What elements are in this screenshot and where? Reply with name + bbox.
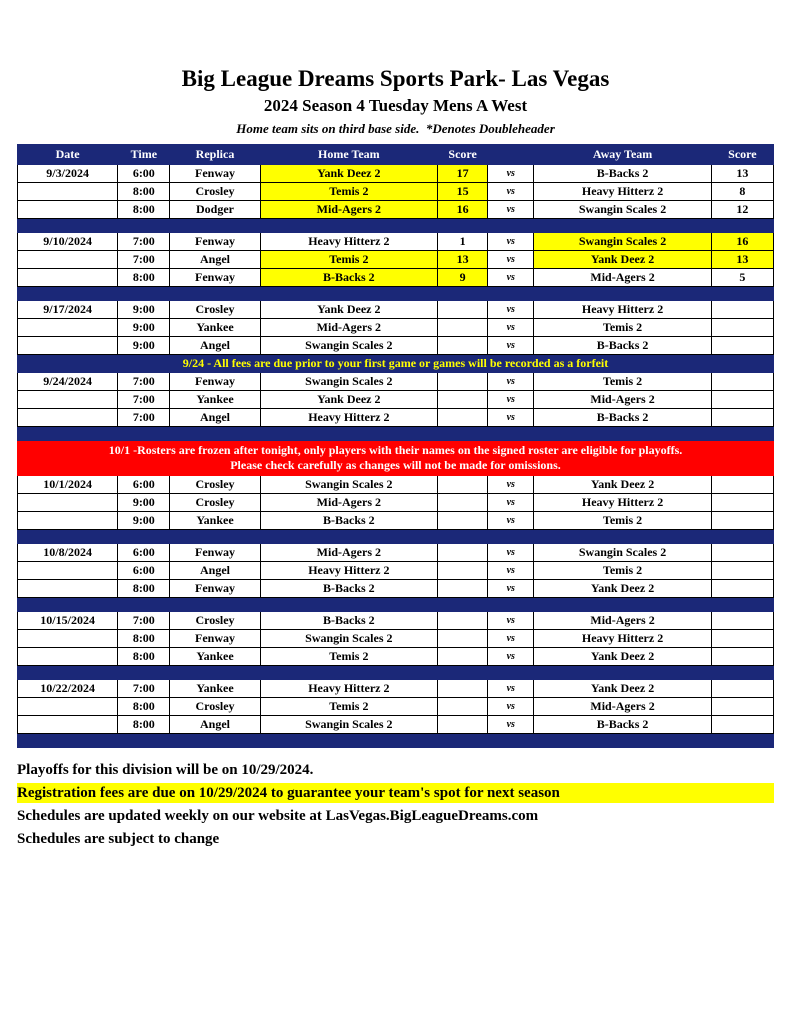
home-score-cell [438, 630, 488, 648]
date-cell [18, 580, 118, 598]
home-team-cell: Swangin Scales 2 [260, 337, 437, 355]
date-cell: 10/22/2024 [18, 680, 118, 698]
game-row [18, 183, 774, 201]
home-score-cell [438, 319, 488, 337]
date-cell [18, 251, 118, 269]
schedule-table [17, 144, 774, 748]
date-cell [18, 269, 118, 287]
home-team-cell: Mid-Agers 2 [260, 319, 437, 337]
home-score-cell: 9 [438, 269, 488, 287]
game-row [18, 373, 774, 391]
home-team-cell: Heavy Hitterz 2 [260, 562, 437, 580]
time-cell: 9:00 [118, 494, 170, 512]
vs-cell: vs [488, 494, 534, 512]
replica-cell: Dodger [170, 201, 260, 219]
footer-notes [17, 760, 774, 849]
home-team-cell: Swangin Scales 2 [260, 476, 437, 494]
date-cell [18, 630, 118, 648]
vs-cell: vs [488, 630, 534, 648]
footer-note: Schedules are subject to change [17, 831, 220, 847]
away-team-cell: B-Backs 2 [534, 337, 711, 355]
replica-cell: Yankee [170, 319, 260, 337]
time-cell: 7:00 [118, 373, 170, 391]
replica-cell: Angel [170, 409, 260, 427]
home-team-cell: Yank Deez 2 [260, 301, 437, 319]
away-score-cell: 12 [711, 201, 773, 219]
separator-bar [18, 427, 774, 441]
separator-bar [18, 219, 774, 233]
away-team-cell: Temis 2 [534, 373, 711, 391]
time-cell: 8:00 [118, 183, 170, 201]
home-team-cell: Swangin Scales 2 [260, 373, 437, 391]
time-cell: 7:00 [118, 233, 170, 251]
replica-cell: Fenway [170, 580, 260, 598]
column-header-replica: Replica [170, 145, 260, 165]
away-score-cell [711, 612, 773, 630]
game-row [18, 319, 774, 337]
game-row [18, 391, 774, 409]
away-score-cell [711, 301, 773, 319]
replica-cell: Crosley [170, 476, 260, 494]
time-cell: 8:00 [118, 630, 170, 648]
away-team-cell: B-Backs 2 [534, 409, 711, 427]
date-cell: 9/24/2024 [18, 373, 118, 391]
home-team-cell: Yank Deez 2 [260, 391, 437, 409]
date-cell [18, 183, 118, 201]
home-team-cell: Heavy Hitterz 2 [260, 409, 437, 427]
home-team-cell: Heavy Hitterz 2 [260, 680, 437, 698]
away-score-cell: 5 [711, 269, 773, 287]
home-team-cell: Mid-Agers 2 [260, 544, 437, 562]
separator-bar [18, 530, 774, 544]
date-cell [18, 716, 118, 734]
replica-cell: Fenway [170, 630, 260, 648]
banner-text: Please check carefully as changes will not be made for omissions. [230, 458, 561, 472]
home-score-cell [438, 391, 488, 409]
replica-cell: Crosley [170, 612, 260, 630]
separator-row [18, 219, 774, 233]
game-row [18, 716, 774, 734]
home-score-cell [438, 562, 488, 580]
away-team-cell: Yank Deez 2 [534, 580, 711, 598]
replica-cell: Angel [170, 716, 260, 734]
away-team-cell: Yank Deez 2 [534, 680, 711, 698]
time-cell: 8:00 [118, 648, 170, 666]
page-subtitle: 2024 Season 4 Tuesday Mens A West [263, 96, 528, 115]
home-team-cell: Swangin Scales 2 [260, 630, 437, 648]
banner-text: 9/24 - All fees are due prior to your first game or games will be recorded as a forfeit [182, 356, 609, 370]
vs-cell: vs [488, 201, 534, 219]
away-score-cell [711, 476, 773, 494]
home-team-cell: Mid-Agers 2 [260, 494, 437, 512]
home-team-cell: B-Backs 2 [260, 580, 437, 598]
vs-cell: vs [488, 512, 534, 530]
home-team-cell: Mid-Agers 2 [260, 201, 437, 219]
away-team-cell: Heavy Hitterz 2 [534, 183, 711, 201]
home-score-cell [438, 716, 488, 734]
date-cell [18, 512, 118, 530]
date-cell [18, 494, 118, 512]
home-score-cell [438, 476, 488, 494]
away-team-cell: Heavy Hitterz 2 [534, 630, 711, 648]
game-row [18, 251, 774, 269]
replica-cell: Crosley [170, 301, 260, 319]
away-team-cell: Temis 2 [534, 319, 711, 337]
date-cell [18, 319, 118, 337]
away-team-cell: Yank Deez 2 [534, 648, 711, 666]
away-score-cell [711, 391, 773, 409]
away-score-cell [711, 680, 773, 698]
game-row [18, 562, 774, 580]
away-score-cell [711, 409, 773, 427]
page-title: Big League Dreams Sports Park- Las Vegas [181, 66, 610, 91]
away-score-cell [711, 512, 773, 530]
schedule-header [18, 145, 774, 165]
away-team-cell: Mid-Agers 2 [534, 698, 711, 716]
away-team-cell: Heavy Hitterz 2 [534, 301, 711, 319]
game-row [18, 612, 774, 630]
away-score-cell [711, 337, 773, 355]
game-row [18, 409, 774, 427]
replica-cell: Crosley [170, 183, 260, 201]
date-cell [18, 409, 118, 427]
vs-cell: vs [488, 476, 534, 494]
home-team-cell: Heavy Hitterz 2 [260, 233, 437, 251]
column-header-away-team: Away Team [534, 145, 711, 165]
separator-row [18, 530, 774, 544]
column-header-score: Score [711, 145, 773, 165]
home-team-cell: Swangin Scales 2 [260, 716, 437, 734]
time-cell: 8:00 [118, 698, 170, 716]
replica-cell: Yankee [170, 391, 260, 409]
time-cell: 8:00 [118, 580, 170, 598]
vs-cell: vs [488, 373, 534, 391]
away-score-cell [711, 494, 773, 512]
date-cell [18, 337, 118, 355]
footer-note: Playoffs for this division will be on 10/29/2024. [17, 762, 314, 778]
away-score-cell [711, 580, 773, 598]
time-cell: 7:00 [118, 409, 170, 427]
away-team-cell: Temis 2 [534, 512, 711, 530]
vs-cell: vs [488, 580, 534, 598]
home-team-cell: Yank Deez 2 [260, 165, 437, 183]
separator-row [18, 734, 774, 748]
away-team-cell: B-Backs 2 [534, 165, 711, 183]
home-score-cell [438, 512, 488, 530]
replica-cell: Fenway [170, 544, 260, 562]
replica-cell: Fenway [170, 373, 260, 391]
vs-cell: vs [488, 716, 534, 734]
game-row [18, 494, 774, 512]
footer-note: Schedules are updated weekly on our website at LasVegas.BigLeagueDreams.com [17, 808, 539, 824]
replica-cell: Angel [170, 562, 260, 580]
vs-cell: vs [488, 251, 534, 269]
time-cell: 7:00 [118, 251, 170, 269]
date-cell: 10/1/2024 [18, 476, 118, 494]
column-header-date: Date [18, 145, 118, 165]
date-cell [18, 698, 118, 716]
time-cell: 9:00 [118, 337, 170, 355]
column-header-vs [488, 145, 534, 165]
replica-cell: Fenway [170, 233, 260, 251]
time-cell: 8:00 [118, 201, 170, 219]
home-score-cell [438, 544, 488, 562]
time-cell: 9:00 [118, 301, 170, 319]
away-score-cell [711, 648, 773, 666]
date-cell [18, 201, 118, 219]
separator-row [18, 598, 774, 612]
time-cell: 6:00 [118, 562, 170, 580]
game-row [18, 680, 774, 698]
banner-row-red [18, 441, 774, 476]
vs-cell: vs [488, 698, 534, 716]
game-row [18, 580, 774, 598]
replica-cell: Yankee [170, 512, 260, 530]
home-score-cell [438, 373, 488, 391]
column-header-score: Score [438, 145, 488, 165]
replica-cell: Angel [170, 337, 260, 355]
time-cell: 7:00 [118, 680, 170, 698]
away-score-cell [711, 698, 773, 716]
home-score-cell [438, 680, 488, 698]
date-cell: 9/3/2024 [18, 165, 118, 183]
column-header-time: Time [118, 145, 170, 165]
away-score-cell [711, 373, 773, 391]
game-row [18, 630, 774, 648]
schedule-body [18, 165, 774, 748]
vs-cell: vs [488, 680, 534, 698]
vs-cell: vs [488, 409, 534, 427]
game-row [18, 476, 774, 494]
vs-cell: vs [488, 183, 534, 201]
vs-cell: vs [488, 233, 534, 251]
date-cell [18, 562, 118, 580]
away-team-cell: Mid-Agers 2 [534, 612, 711, 630]
time-cell: 6:00 [118, 544, 170, 562]
home-team-cell: Temis 2 [260, 698, 437, 716]
home-score-cell: 16 [438, 201, 488, 219]
separator-row [18, 287, 774, 301]
away-team-cell: Swangin Scales 2 [534, 233, 711, 251]
date-cell [18, 391, 118, 409]
separator-bar [18, 598, 774, 612]
time-cell: 6:00 [118, 165, 170, 183]
date-cell: 9/10/2024 [18, 233, 118, 251]
home-score-cell [438, 301, 488, 319]
vs-cell: vs [488, 165, 534, 183]
away-team-cell: Yank Deez 2 [534, 476, 711, 494]
home-team-cell: Temis 2 [260, 648, 437, 666]
away-score-cell [711, 544, 773, 562]
game-row [18, 269, 774, 287]
date-cell: 10/8/2024 [18, 544, 118, 562]
away-score-cell [711, 630, 773, 648]
home-team-cell: B-Backs 2 [260, 512, 437, 530]
time-cell: 8:00 [118, 716, 170, 734]
replica-cell: Yankee [170, 648, 260, 666]
replica-cell: Crosley [170, 494, 260, 512]
home-score-cell [438, 494, 488, 512]
away-score-cell [711, 562, 773, 580]
home-team-cell: B-Backs 2 [260, 269, 437, 287]
away-team-cell: Mid-Agers 2 [534, 269, 711, 287]
away-score-cell: 16 [711, 233, 773, 251]
vs-cell: vs [488, 544, 534, 562]
home-score-cell [438, 612, 488, 630]
time-cell: 6:00 [118, 476, 170, 494]
game-row [18, 544, 774, 562]
replica-cell: Fenway [170, 165, 260, 183]
game-row [18, 233, 774, 251]
home-score-cell: 17 [438, 165, 488, 183]
separator-bar [18, 734, 774, 748]
replica-cell: Yankee [170, 680, 260, 698]
vs-cell: vs [488, 648, 534, 666]
column-header-home-team: Home Team [260, 145, 437, 165]
home-score-cell [438, 648, 488, 666]
away-score-cell [711, 319, 773, 337]
time-cell: 8:00 [118, 269, 170, 287]
vs-cell: vs [488, 612, 534, 630]
time-cell: 9:00 [118, 512, 170, 530]
home-score-cell [438, 337, 488, 355]
away-team-cell: Swangin Scales 2 [534, 201, 711, 219]
date-cell: 10/15/2024 [18, 612, 118, 630]
banner-cell [18, 441, 774, 476]
away-team-cell: Temis 2 [534, 562, 711, 580]
vs-cell: vs [488, 301, 534, 319]
home-score-cell [438, 580, 488, 598]
replica-cell: Angel [170, 251, 260, 269]
vs-cell: vs [488, 562, 534, 580]
away-team-cell: Heavy Hitterz 2 [534, 494, 711, 512]
header-row [18, 145, 774, 165]
game-row [18, 337, 774, 355]
home-score-cell: 15 [438, 183, 488, 201]
home-score-cell [438, 698, 488, 716]
home-team-cell: B-Backs 2 [260, 612, 437, 630]
replica-cell: Crosley [170, 698, 260, 716]
home-team-cell: Temis 2 [260, 251, 437, 269]
vs-cell: vs [488, 269, 534, 287]
away-team-cell: Swangin Scales 2 [534, 544, 711, 562]
banner-text: 10/1 -Rosters are frozen after tonight, only players with their names on the signed roster are eligible for playoffs. [108, 443, 683, 457]
home-score-cell [438, 409, 488, 427]
away-team-cell: B-Backs 2 [534, 716, 711, 734]
game-row [18, 698, 774, 716]
date-cell [18, 648, 118, 666]
home-score-cell: 13 [438, 251, 488, 269]
time-cell: 7:00 [118, 612, 170, 630]
away-score-cell [711, 716, 773, 734]
time-cell: 7:00 [118, 391, 170, 409]
vs-cell: vs [488, 391, 534, 409]
game-row [18, 648, 774, 666]
away-team-cell: Mid-Agers 2 [534, 391, 711, 409]
away-score-cell: 13 [711, 165, 773, 183]
home-team-note: Home team sits on third base side. *Denotes Doubleheader [236, 121, 555, 136]
date-cell: 9/17/2024 [18, 301, 118, 319]
vs-cell: vs [488, 337, 534, 355]
home-team-cell: Temis 2 [260, 183, 437, 201]
game-row [18, 201, 774, 219]
away-score-cell: 8 [711, 183, 773, 201]
game-row [18, 165, 774, 183]
time-cell: 9:00 [118, 319, 170, 337]
game-row [18, 301, 774, 319]
replica-cell: Fenway [170, 269, 260, 287]
separator-row [18, 427, 774, 441]
separator-bar [18, 287, 774, 301]
away-score-cell: 13 [711, 251, 773, 269]
banner-row-navy [18, 355, 774, 373]
separator-row [18, 666, 774, 680]
vs-cell: vs [488, 319, 534, 337]
game-row [18, 512, 774, 530]
away-team-cell: Yank Deez 2 [534, 251, 711, 269]
footer-note: Registration fees are due on 10/29/2024 to guarantee your team's spot for next season [17, 783, 774, 803]
banner-cell [18, 355, 774, 373]
separator-bar [18, 666, 774, 680]
home-score-cell: 1 [438, 233, 488, 251]
